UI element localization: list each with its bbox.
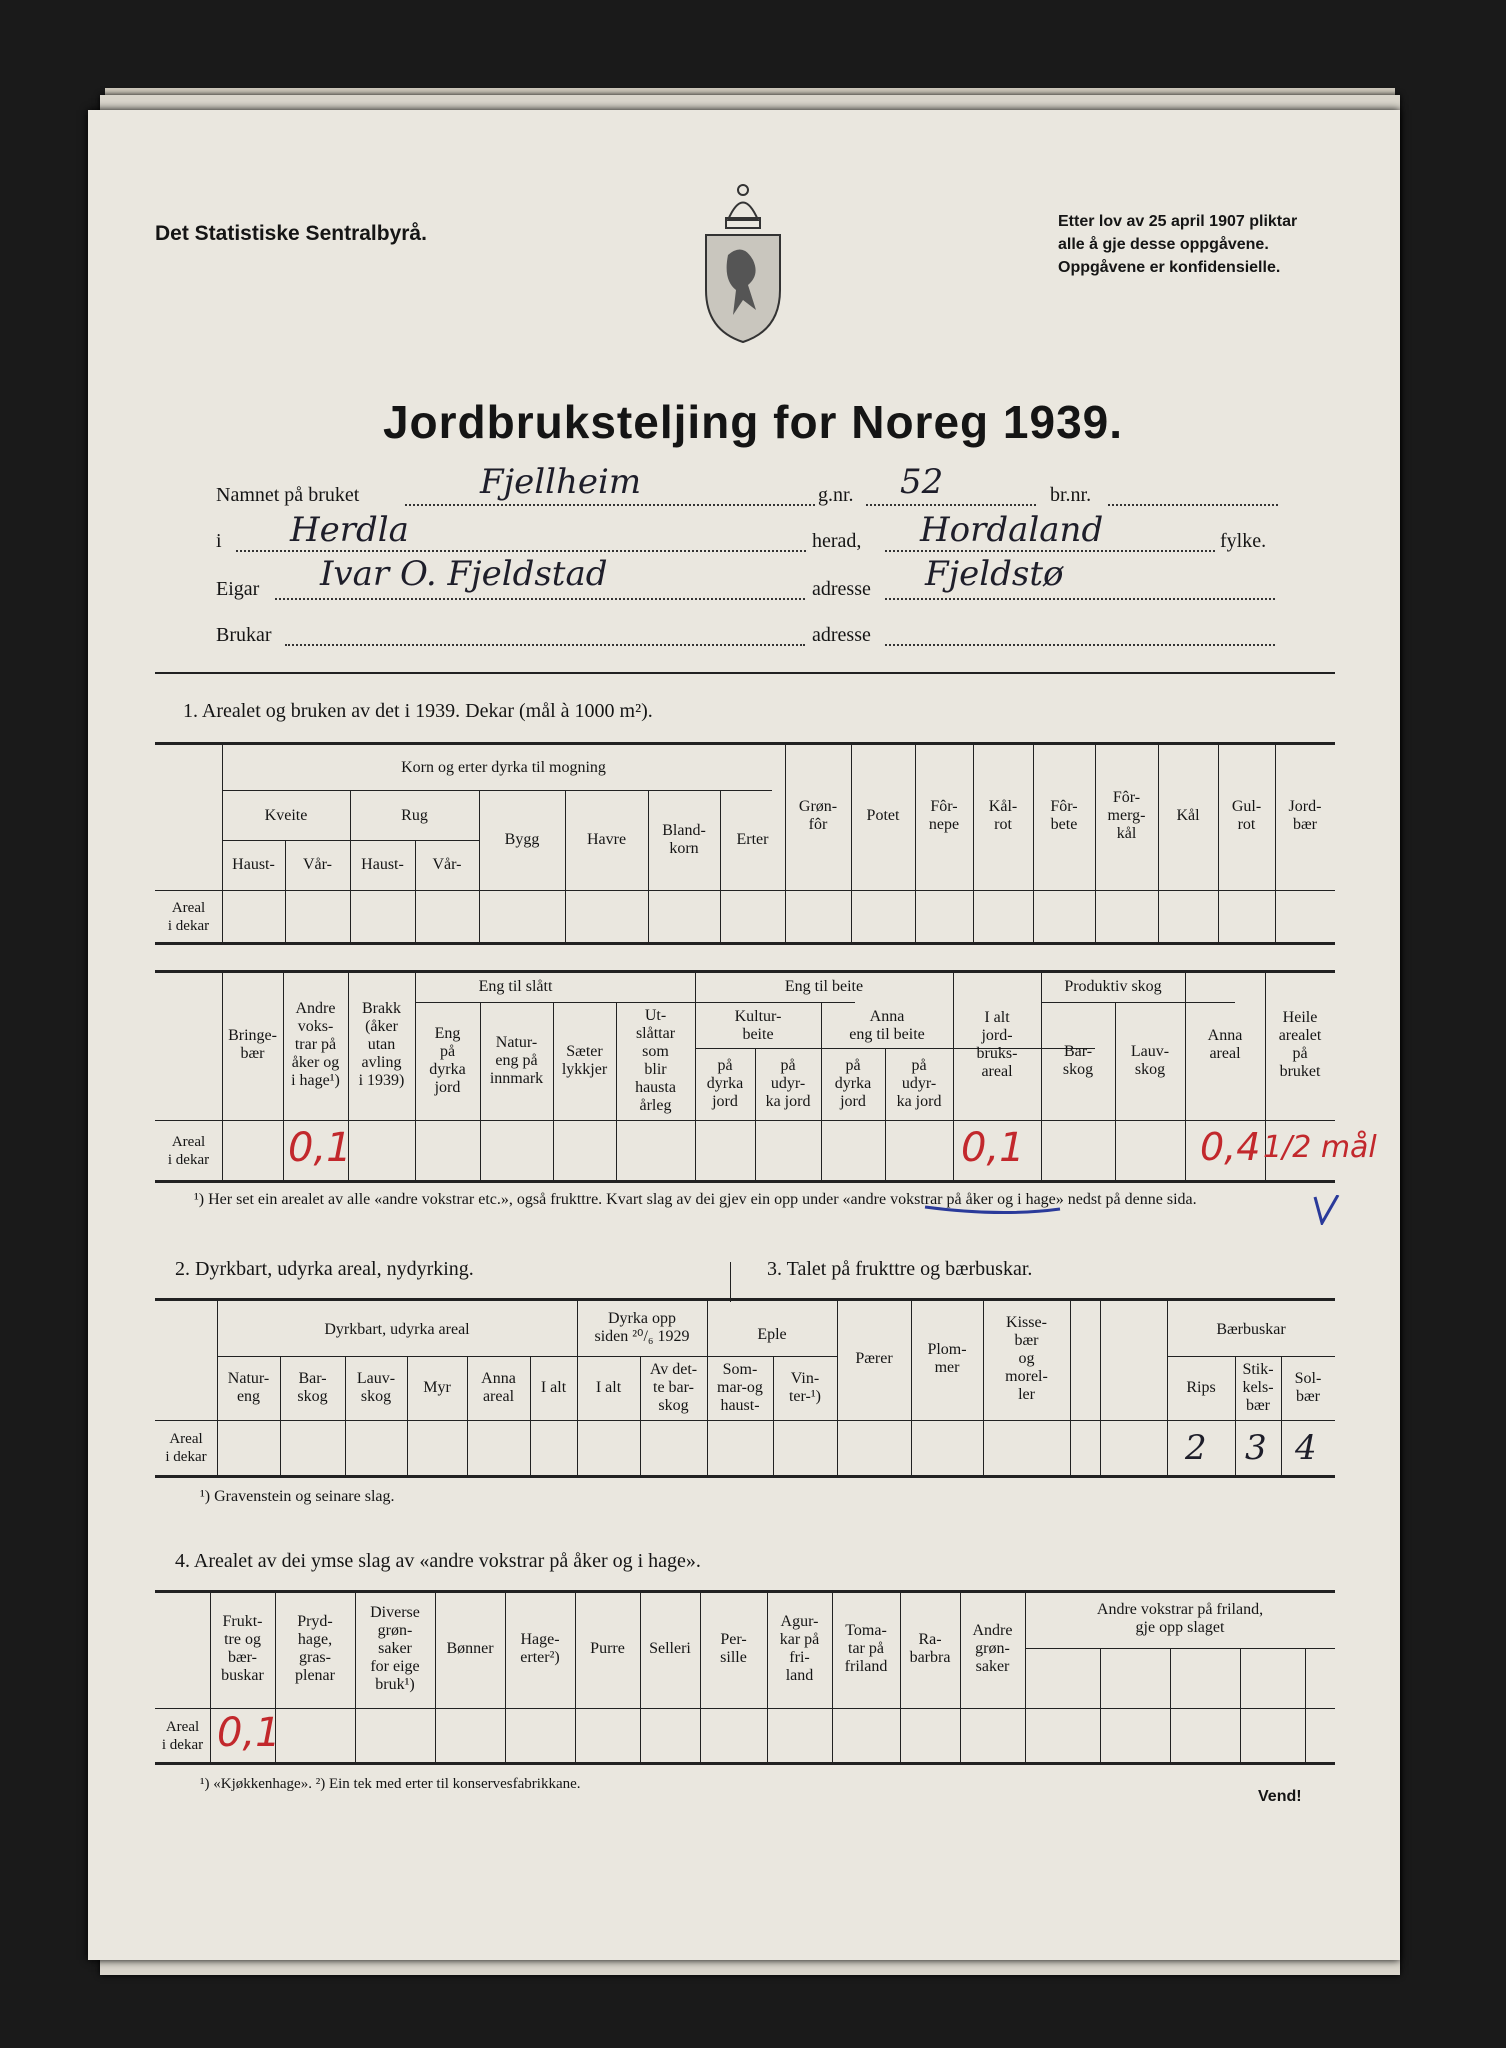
- areal-row-label: Areal i dekar: [167, 1134, 210, 1168]
- baerbuskar-header: Bærbuskar: [1216, 1321, 1286, 1338]
- user-address-line: [885, 644, 1275, 646]
- solbaer-value: 4: [1295, 1428, 1317, 1468]
- heile-arealet-value: 1/2 mål: [1263, 1130, 1377, 1165]
- heile-arealet-header: Heile arealet på bruket: [1278, 1009, 1322, 1080]
- in-label: i: [216, 530, 222, 552]
- herad-label: herad,: [812, 530, 862, 552]
- owner-address-label: adresse: [812, 578, 871, 600]
- areal-row-label: Areal i dekar: [165, 1431, 207, 1465]
- gronfor-header: Grøn- fôr: [798, 798, 838, 833]
- sommar-eple-header: Som- mar-og haust-: [717, 1361, 763, 1414]
- section1-title: 1. Arealet og bruken av det i 1939. Dekar (mål à 1000 m²).: [183, 700, 653, 722]
- owner-line: [275, 598, 805, 600]
- kveite-haust-header: Haust-: [232, 856, 275, 873]
- solbaer-header: Sol- bær: [1294, 1370, 1322, 1405]
- notice-line-2: alle å gje desse oppgåvene.: [1058, 236, 1269, 253]
- bringebaer-header: Bringe- bær: [228, 1027, 277, 1062]
- rips-header: Rips: [1186, 1379, 1216, 1396]
- plommer-header: Plom- mer: [927, 1341, 967, 1376]
- eng-beite-header: Eng til beite: [784, 978, 864, 995]
- potet-header: Potet: [866, 807, 900, 824]
- erter-header: Erter: [736, 831, 769, 848]
- prydhage-header: Pryd- hage, gras- plenar: [295, 1613, 335, 1684]
- frukttre-value: 0,1: [217, 1710, 281, 1756]
- farm-name-line: [405, 504, 815, 506]
- section1-table-a: [155, 742, 1335, 947]
- kal-header: Kål: [1176, 807, 1200, 824]
- anna-dyrka-header: på dyrka jord: [834, 1057, 872, 1110]
- section4-table: [155, 1590, 1335, 1765]
- farm-name-label: Namnet på bruket: [216, 484, 360, 506]
- user-address-label: adresse: [812, 624, 871, 646]
- andre-gronsaker-header: Andre grøn- saker: [972, 1622, 1013, 1675]
- myr-header: Myr: [423, 1379, 451, 1396]
- section4-footnote: ¹) «Kjøkkenhage». ²) Ein tek med erter til konservesfabrikkane.: [200, 1776, 581, 1792]
- section3-title: 3. Talet på frukttre og bærbuskar.: [767, 1258, 1033, 1280]
- utslattar-header: Ut- slåttar som blir hausta årleg: [635, 1007, 676, 1114]
- owner-value: Ivar O. Fjeldstad: [320, 554, 608, 594]
- rips-value: 2: [1185, 1428, 1207, 1468]
- i-alt-value: 0,1: [961, 1125, 1025, 1171]
- frukttre-header: Frukt- tre og bær- buskar: [221, 1613, 264, 1684]
- vend-label: Vend!: [1258, 1788, 1302, 1805]
- kultur-udyrka-header: på udyr- ka jord: [765, 1057, 811, 1110]
- av-dette-header: Av det- te bar- skog: [649, 1361, 698, 1414]
- page-title: Jordbruksteljing for Noreg 1939.: [382, 396, 1124, 448]
- section-separator: [730, 1262, 731, 1302]
- gnr-value: 52: [900, 462, 944, 502]
- gnr-line: [866, 504, 1036, 506]
- anna-areal-s2-header: Anna areal: [481, 1370, 516, 1405]
- herad-line: [236, 550, 806, 552]
- agency-name: Det Statistiske Sentralbyrå.: [155, 222, 427, 245]
- kulturbeite-header: Kultur- beite: [734, 1008, 782, 1043]
- anna-eng-header: Anna eng til beite: [849, 1008, 925, 1043]
- herad-value: Herdla: [290, 510, 409, 550]
- produktiv-skog-header: Produktiv skog: [1064, 978, 1162, 995]
- fylke-line: [885, 550, 1215, 552]
- fylke-label: fylke.: [1220, 530, 1267, 552]
- areal-row-label: Areal i dekar: [161, 1719, 204, 1753]
- rabarbra-header: Ra- barbra: [909, 1631, 951, 1666]
- i-alt-s2-header: I alt: [540, 1379, 567, 1396]
- eng-slatt-header: Eng til slått: [478, 978, 553, 995]
- purre-header: Purre: [590, 1640, 625, 1657]
- brakk-header: Brakk (åker utan avling i 1939): [358, 1000, 405, 1089]
- diverse-gronsaker-header: Diverse grøn- saker for eige bruk¹): [370, 1604, 420, 1693]
- section1-table-b: [155, 970, 1377, 1185]
- andre-vokstrar-value: 0,1: [288, 1125, 352, 1171]
- anna-areal-header: Anna areal: [1207, 1027, 1243, 1062]
- gulrot-header: Gul- rot: [1231, 798, 1262, 833]
- formergkal-header: Fôr- merg- kål: [1107, 789, 1146, 842]
- kveite-vaar-header: Vår-: [303, 856, 332, 873]
- stikkelsbaer-header: Stik- kels- bær: [1242, 1361, 1274, 1414]
- section4-title: 4. Arealet av dei ymse slag av «andre vokstrar på åker og i hage».: [175, 1550, 701, 1572]
- lauvskog-header: Lauv- skog: [1130, 1043, 1170, 1078]
- dyrkbart-group-header: Dyrkbart, udyrka areal: [324, 1321, 470, 1338]
- barskog-s2-header: Bar- skog: [297, 1370, 328, 1405]
- jordbaer-header: Jord- bær: [1288, 798, 1322, 833]
- notice-line-3: Oppgåvene er konfidensielle.: [1058, 259, 1281, 276]
- rug-haust-header: Haust-: [361, 856, 404, 873]
- eng-dyrka-header: Eng på dyrka jord: [429, 1025, 466, 1096]
- kissebaer-header: Kisse- bær og morel- ler: [1005, 1314, 1048, 1403]
- eple-header: Eple: [757, 1326, 787, 1343]
- fornepe-header: Fôr- nepe: [928, 798, 960, 833]
- section2-title: 2. Dyrkbart, udyrka areal, nydyrking.: [175, 1258, 474, 1280]
- coat-of-arms-icon: [698, 180, 788, 345]
- user-line: [285, 644, 805, 646]
- andre-friland-header: Andre vokstrar på friland, gje opp slaget: [1096, 1601, 1264, 1636]
- anna-areal-value: 0,4: [1200, 1125, 1261, 1169]
- fylke-value: Hordaland: [920, 510, 1104, 550]
- owner-address-value: Fjeldstø: [925, 554, 1064, 594]
- paerer-header: Pærer: [855, 1350, 893, 1367]
- kveite-header: Kveite: [264, 807, 308, 824]
- owner-address-line: [885, 598, 1275, 600]
- korn-group-header: Korn og erter dyrka til mogning: [401, 759, 606, 776]
- i-alt-jordbruk-header: I alt jord- bruks- areal: [976, 1009, 1018, 1080]
- andre-vokstrar-header: Andre voks- trar på åker og i hage¹): [291, 1000, 340, 1089]
- selleri-header: Selleri: [649, 1640, 691, 1657]
- rug-header: Rug: [401, 807, 428, 824]
- notice-line-1: Etter lov av 25 april 1907 pliktar: [1058, 213, 1298, 230]
- dyrka-opp-header: Dyrka opp siden ²⁰/₆ 1929: [594, 1310, 690, 1345]
- bygg-header: Bygg: [504, 831, 540, 848]
- bnr-label: br.nr.: [1050, 484, 1092, 506]
- divider: [155, 672, 1335, 674]
- stikkelsbaer-value: 3: [1245, 1428, 1267, 1468]
- natureng-s2-header: Natur- eng: [227, 1370, 270, 1405]
- saeter-header: Sæter lykkjer: [561, 1043, 608, 1078]
- blandkorn-header: Bland- korn: [662, 822, 706, 857]
- owner-label: Eigar: [216, 578, 260, 600]
- kalrot-header: Kål- rot: [988, 798, 1018, 833]
- havre-header: Havre: [586, 831, 627, 848]
- lauvskog-s2-header: Lauv- skog: [356, 1370, 396, 1405]
- farm-name-value: Fjellheim: [480, 462, 642, 502]
- barskog-header: Bar- skog: [1062, 1043, 1094, 1078]
- user-label: Brukar: [216, 624, 272, 646]
- bnr-line: [1108, 504, 1278, 506]
- vinter-eple-header: Vin- ter-¹): [788, 1370, 821, 1405]
- persille-header: Per- sille: [720, 1631, 747, 1666]
- gnr-label: g.nr.: [818, 484, 854, 506]
- section2-footnote: ¹) Gravenstein og seinare slag.: [200, 1488, 395, 1505]
- tomatar-header: Toma- tar på friland: [844, 1622, 888, 1675]
- agurkar-header: Agur- kar på fri- land: [779, 1613, 820, 1684]
- areal-row-label: Areal i dekar: [167, 900, 210, 934]
- section2-3-table: [155, 1298, 1335, 1478]
- bonner-header: Bønner: [446, 1640, 494, 1657]
- rug-vaar-header: Vår-: [432, 856, 462, 873]
- forbete-header: Fôr- bete: [1050, 798, 1078, 833]
- hageerter-header: Hage- erter²): [520, 1631, 560, 1666]
- section1-footnote: ¹) Her set ein arealet av alle «andre vokstrar etc.», også frukttre. Kvart slag av dei gjev ein opp under «andre vokstrar på åker og i hage» nedst på denne sida.: [194, 1191, 1197, 1208]
- blue-pen-underline: [920, 1195, 1340, 1225]
- legal-notice: [1058, 210, 1297, 279]
- anna-udyrka-header: på udyr- ka jord: [896, 1057, 942, 1110]
- kultur-dyrka-header: på dyrka jord: [706, 1057, 744, 1110]
- natureng-header: Natur- eng på innmark: [489, 1034, 544, 1087]
- dyrka-i-alt-header: I alt: [595, 1379, 622, 1396]
